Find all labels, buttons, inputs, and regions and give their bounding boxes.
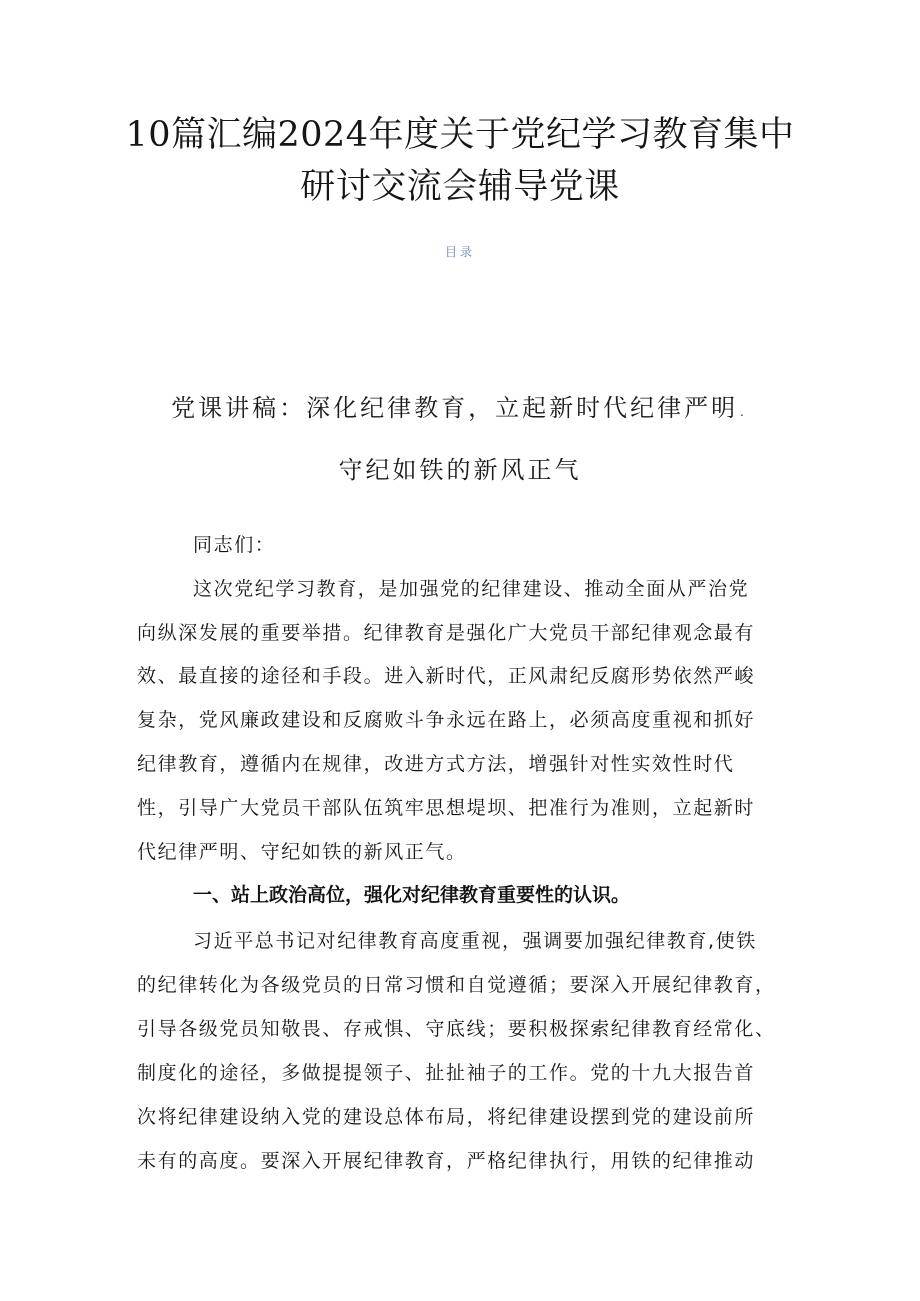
toc-label[interactable]: 目录: [444, 245, 475, 259]
salutation: 同志们：: [193, 534, 276, 556]
paragraph-1-line: 向纵深发展的重要举措。纪律教育是强化广大党员干部纪律观念最有: [137, 622, 756, 644]
document-title-line-2: 研讨交流会辅导党课: [300, 167, 620, 207]
document-title-line-1: 10篇汇编2024年度关于党纪学习教育集中: [125, 115, 795, 155]
paragraph-2-line: 的纪律转化为各级党员的日常习惯和自觉遵循；要深入开展纪律教育，: [137, 974, 776, 996]
paragraph-1-line: 代纪律严明、守纪如铁的新风正气。: [137, 841, 467, 863]
paragraph-2-line: 次将纪律建设纳入党的建设总体布局，将纪律建设摆到党的建设前所: [137, 1106, 756, 1128]
paragraph-2-line: 未有的高度。要深入开展纪律教育，严格纪律执行，用铁的纪律推动: [137, 1150, 756, 1172]
paragraph-2-line: 制度化的途径，多做提提领子、扯扯袖子的工作。党的十九大报告首: [137, 1062, 756, 1084]
paragraph-2-line: 习近平总书记对纪律教育高度重视，强调要加强纪律教育,使铁: [193, 930, 757, 952]
paragraph-1-line: 这次党纪学习教育，是加强党的纪律建设、推动全面从严治党: [193, 578, 750, 600]
subtitle-line-1: 党课讲稿：深化纪律教育，立起新时代纪律严明.: [171, 394, 749, 422]
subtitle-line-2: 守纪如铁的新风正气: [338, 456, 582, 484]
paragraph-1-line: 纪律教育，遵循内在规律，改进方式方法，增强针对性实效性时代: [137, 753, 735, 775]
paragraph-2-line: 引导各级党员知敬畏、存戒惧、守底线；要积极探索纪律教育经常化、: [137, 1018, 776, 1040]
paragraph-1-line: 复杂，党风廉政建设和反腐败斗争永远在路上，必须高度重视和抓好: [137, 709, 756, 731]
paragraph-1-line: 性，引导广大党员干部队伍筑牢思想堤坝、把准行为准则，立起新时: [137, 797, 756, 819]
paragraph-1-line: 效、最直接的途径和手段。进入新时代，正风肃纪反腐形势依然严峻: [137, 665, 756, 687]
section-1-heading: 一、站上政治高位，强化对纪律教育重要性的认识。: [193, 884, 631, 906]
